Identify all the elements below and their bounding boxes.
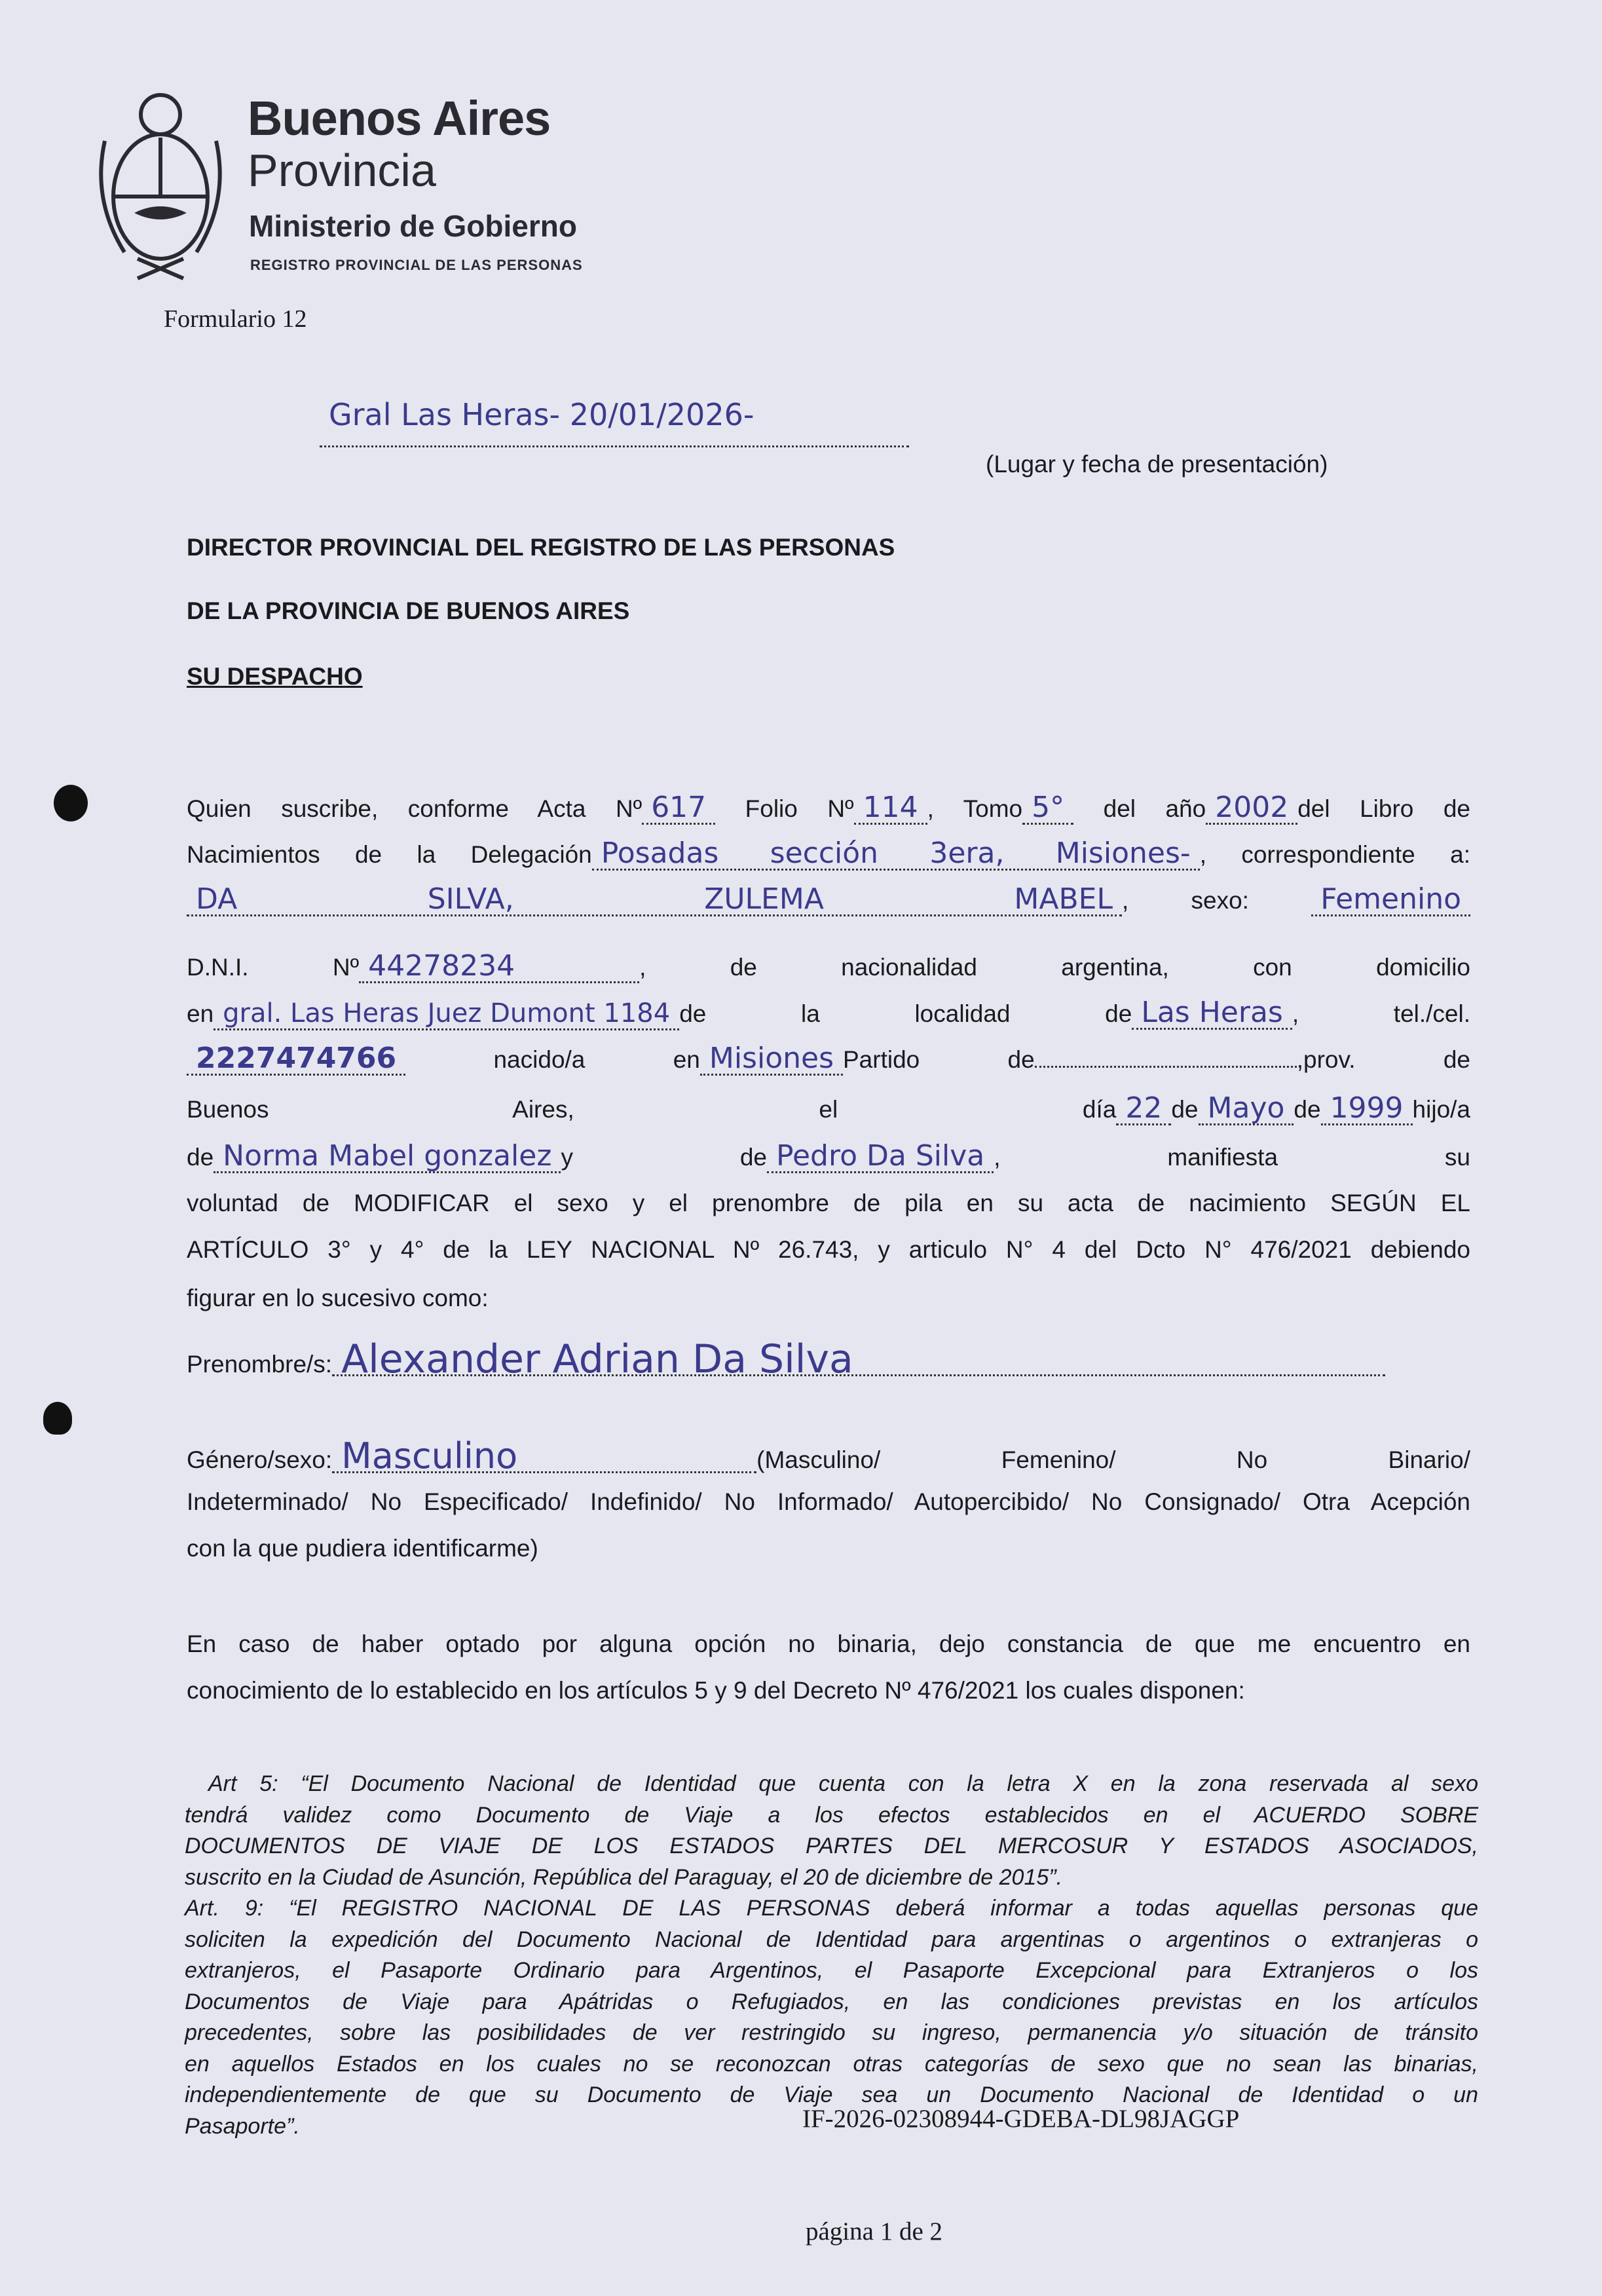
label: de la localidad de bbox=[679, 1000, 1132, 1027]
addressee-line-2: DE LA PROVINCIA DE BUENOS AIRES bbox=[187, 597, 630, 624]
document-id: IF-2026-02308944-GDEBA-DL98JAGGP bbox=[802, 2105, 1240, 2133]
article-line: independientemente de que su Documento de Viaje sea un Documento Nacional de Identidad o un bbox=[185, 2082, 1478, 2107]
form-line-7 bbox=[187, 1093, 1470, 1126]
form-line-10: ARTÍCULO 3° y 4° de la LEY NACIONAL Nº 26.743, y articulo N° 4 del Dcto N° 476/2021 debiendo bbox=[187, 1236, 1470, 1263]
prenombre-field[interactable]: Alexander Adrian Da Silva bbox=[332, 1344, 1385, 1376]
article-line: soliciten la expedición del Documento Nacional de Identidad para argentinas o argentinos o extranjeras o bbox=[185, 1927, 1478, 1952]
registry-name: REGISTRO PROVINCIAL DE LAS PERSONAS bbox=[250, 257, 583, 273]
form-line-9: voluntad de MODIFICAR el sexo y el prenombre de pila en su acta de nacimiento SEGÚN EL bbox=[187, 1190, 1470, 1216]
label: , de nacionalidad argentina, con domicilio bbox=[639, 954, 1470, 981]
mes-field[interactable]: Mayo bbox=[1199, 1093, 1294, 1125]
nombre-field[interactable]: DA SILVA, ZULEMA MABEL bbox=[187, 884, 1122, 916]
article-line: en aquellos Estados en los cuales no se reconozcan otras categorías de sexo que no sean las binarias, bbox=[185, 2051, 1478, 2077]
place-date-label: (Lugar y fecha de presentación) bbox=[986, 451, 1328, 478]
prenombre-label: Prenombre/s: bbox=[187, 1351, 333, 1378]
form-line-2 bbox=[187, 838, 1470, 871]
form-line-11: figurar en lo sucesivo como: bbox=[187, 1285, 489, 1311]
prenombre-line bbox=[187, 1336, 1470, 1382]
nacido-en-field[interactable]: Misiones bbox=[700, 1044, 843, 1076]
genero-options: (Masculino/ Femenino/ No Binario/ bbox=[756, 1446, 1470, 1473]
label: D.N.I. Nº bbox=[187, 954, 360, 981]
genero-field[interactable]: Masculino bbox=[332, 1441, 756, 1473]
place-date-field[interactable] bbox=[320, 397, 909, 447]
localidad-field[interactable]: Las Heras bbox=[1132, 998, 1292, 1030]
article-line: tendrá validez como Documento de Viaje a los efectos establecidos en el ACUERDO SOBRE bbox=[185, 1802, 1478, 1828]
label: Nacimientos de la Delegación bbox=[187, 841, 592, 868]
sexo-field[interactable]: Femenino bbox=[1311, 884, 1470, 916]
genero-options-2: Indeterminado/ No Especificado/ Indefinido/ No Informado/ Autopercibido/ No Consignado/ Otra Acepción bbox=[187, 1488, 1470, 1515]
padre-field[interactable]: Pedro Da Silva bbox=[767, 1141, 994, 1173]
delegacion-field[interactable]: Posadas sección 3era, Misiones- bbox=[592, 838, 1200, 871]
article-line: DOCUMENTOS DE VIAJE DE LOS ESTADOS PARTES DEL MERCOSUR Y ESTADOS ASOCIADOS, bbox=[185, 1834, 1478, 1858]
no-binary-line-1: En caso de haber optado por alguna opción no binaria, dejo constancia de que me encuentro en bbox=[187, 1630, 1470, 1657]
folio-field[interactable]: 114 bbox=[854, 793, 927, 825]
anio-field[interactable]: 2002 bbox=[1206, 793, 1297, 825]
label: en bbox=[187, 1000, 214, 1027]
dni-field[interactable]: 44278234 bbox=[359, 951, 639, 983]
decree-articles bbox=[185, 1769, 1478, 2142]
genero-line bbox=[187, 1435, 1470, 1477]
article-line: Art 5: “El Documento Nacional de Identidad que cuenta con la letra X en la zona reservada al sexo bbox=[208, 1771, 1478, 1796]
label: , manifiesta su bbox=[994, 1144, 1470, 1171]
label: del Libro de bbox=[1297, 795, 1470, 822]
anio-nacimiento-field[interactable]: 1999 bbox=[1321, 1093, 1413, 1125]
label: de bbox=[1294, 1096, 1321, 1123]
no-binary-line-2: conocimiento de lo establecido en los artículos 5 y 9 del Decreto Nº 476/2021 los cuales disponen: bbox=[187, 1677, 1245, 1704]
province-seal-logo bbox=[85, 75, 236, 285]
label: de bbox=[187, 1144, 214, 1171]
label: del año bbox=[1103, 795, 1206, 822]
article-line: precedentes, sobre las posibilidades de ver restringido su ingreso, permanencia y/o situación de tránsito bbox=[185, 2020, 1478, 2045]
punch-hole bbox=[43, 1402, 72, 1435]
label: , sexo: bbox=[1122, 887, 1249, 914]
form-number: Formulario 12 bbox=[164, 305, 307, 333]
label: nacido/a en bbox=[493, 1046, 700, 1073]
label: , tel./cel. bbox=[1292, 1000, 1471, 1027]
label: Quien suscribe, conforme Acta Nº bbox=[187, 795, 643, 822]
label: de bbox=[1171, 1096, 1199, 1123]
form-line-6 bbox=[187, 1044, 1470, 1076]
article-line: Documentos de Viaje para Apátridas o Refugiados, en las condiciones previstas en los artículos bbox=[185, 1989, 1478, 2014]
ministry-name: Ministerio de Gobierno bbox=[249, 209, 577, 243]
dia-field[interactable]: 22 bbox=[1116, 1093, 1171, 1125]
label: ,prov. de bbox=[1296, 1046, 1470, 1073]
label: y de bbox=[561, 1144, 767, 1171]
tomo-field[interactable]: 5° bbox=[1022, 793, 1073, 825]
telefono-field[interactable]: 2227474766 bbox=[187, 1044, 405, 1076]
madre-field[interactable]: Norma Mabel gonzalez bbox=[214, 1141, 561, 1173]
genero-label: Género/sexo: bbox=[187, 1446, 333, 1473]
addressee-line-3: SU DESPACHO bbox=[187, 663, 363, 690]
form-line-5 bbox=[187, 998, 1470, 1030]
label: , correspondiente a: bbox=[1199, 841, 1470, 868]
logo-title: Buenos Aires bbox=[248, 91, 551, 145]
logo-subtitle: Provincia bbox=[248, 145, 436, 196]
place-date-value: Gral Las Heras- 20/01/2026- bbox=[329, 397, 754, 432]
label: , Tomo bbox=[927, 795, 1023, 822]
partido-field[interactable] bbox=[1035, 1059, 1297, 1068]
label: Partido de bbox=[843, 1046, 1035, 1073]
punch-hole bbox=[54, 785, 88, 821]
article-line: extranjeros, el Pasaporte Ordinario para Argentinos, el Pasaporte Excepcional para Extranjeros o los bbox=[185, 1958, 1478, 1983]
form-line-8 bbox=[187, 1141, 1470, 1174]
label: Folio Nº bbox=[745, 795, 854, 822]
acta-field[interactable]: 617 bbox=[642, 793, 715, 825]
form-line-4 bbox=[187, 951, 1470, 984]
article-line: Art. 9: “El REGISTRO NACIONAL DE LAS PERSONAS deberá informar a todas aquellas personas que bbox=[185, 1896, 1478, 1921]
form-line-1 bbox=[187, 793, 1470, 825]
article-line: suscrito en la Ciudad de Asunción, República del Paraguay, el 20 de diciembre de 2015”. bbox=[185, 1864, 1063, 1890]
label: hijo/a bbox=[1412, 1096, 1470, 1123]
form-line-3 bbox=[187, 884, 1470, 917]
article-line: Pasaporte”. bbox=[185, 2113, 300, 2139]
label: Buenos Aires, el día bbox=[187, 1096, 1117, 1123]
domicilio-field[interactable]: gral. Las Heras Juez Dumont 1184 bbox=[214, 998, 679, 1030]
page-number: página 1 de 2 bbox=[806, 2217, 943, 2246]
genero-options-3: con la que pudiera identificarme) bbox=[187, 1535, 538, 1562]
addressee-line-1: DIRECTOR PROVINCIAL DEL REGISTRO DE LAS PERSONAS bbox=[187, 534, 895, 561]
